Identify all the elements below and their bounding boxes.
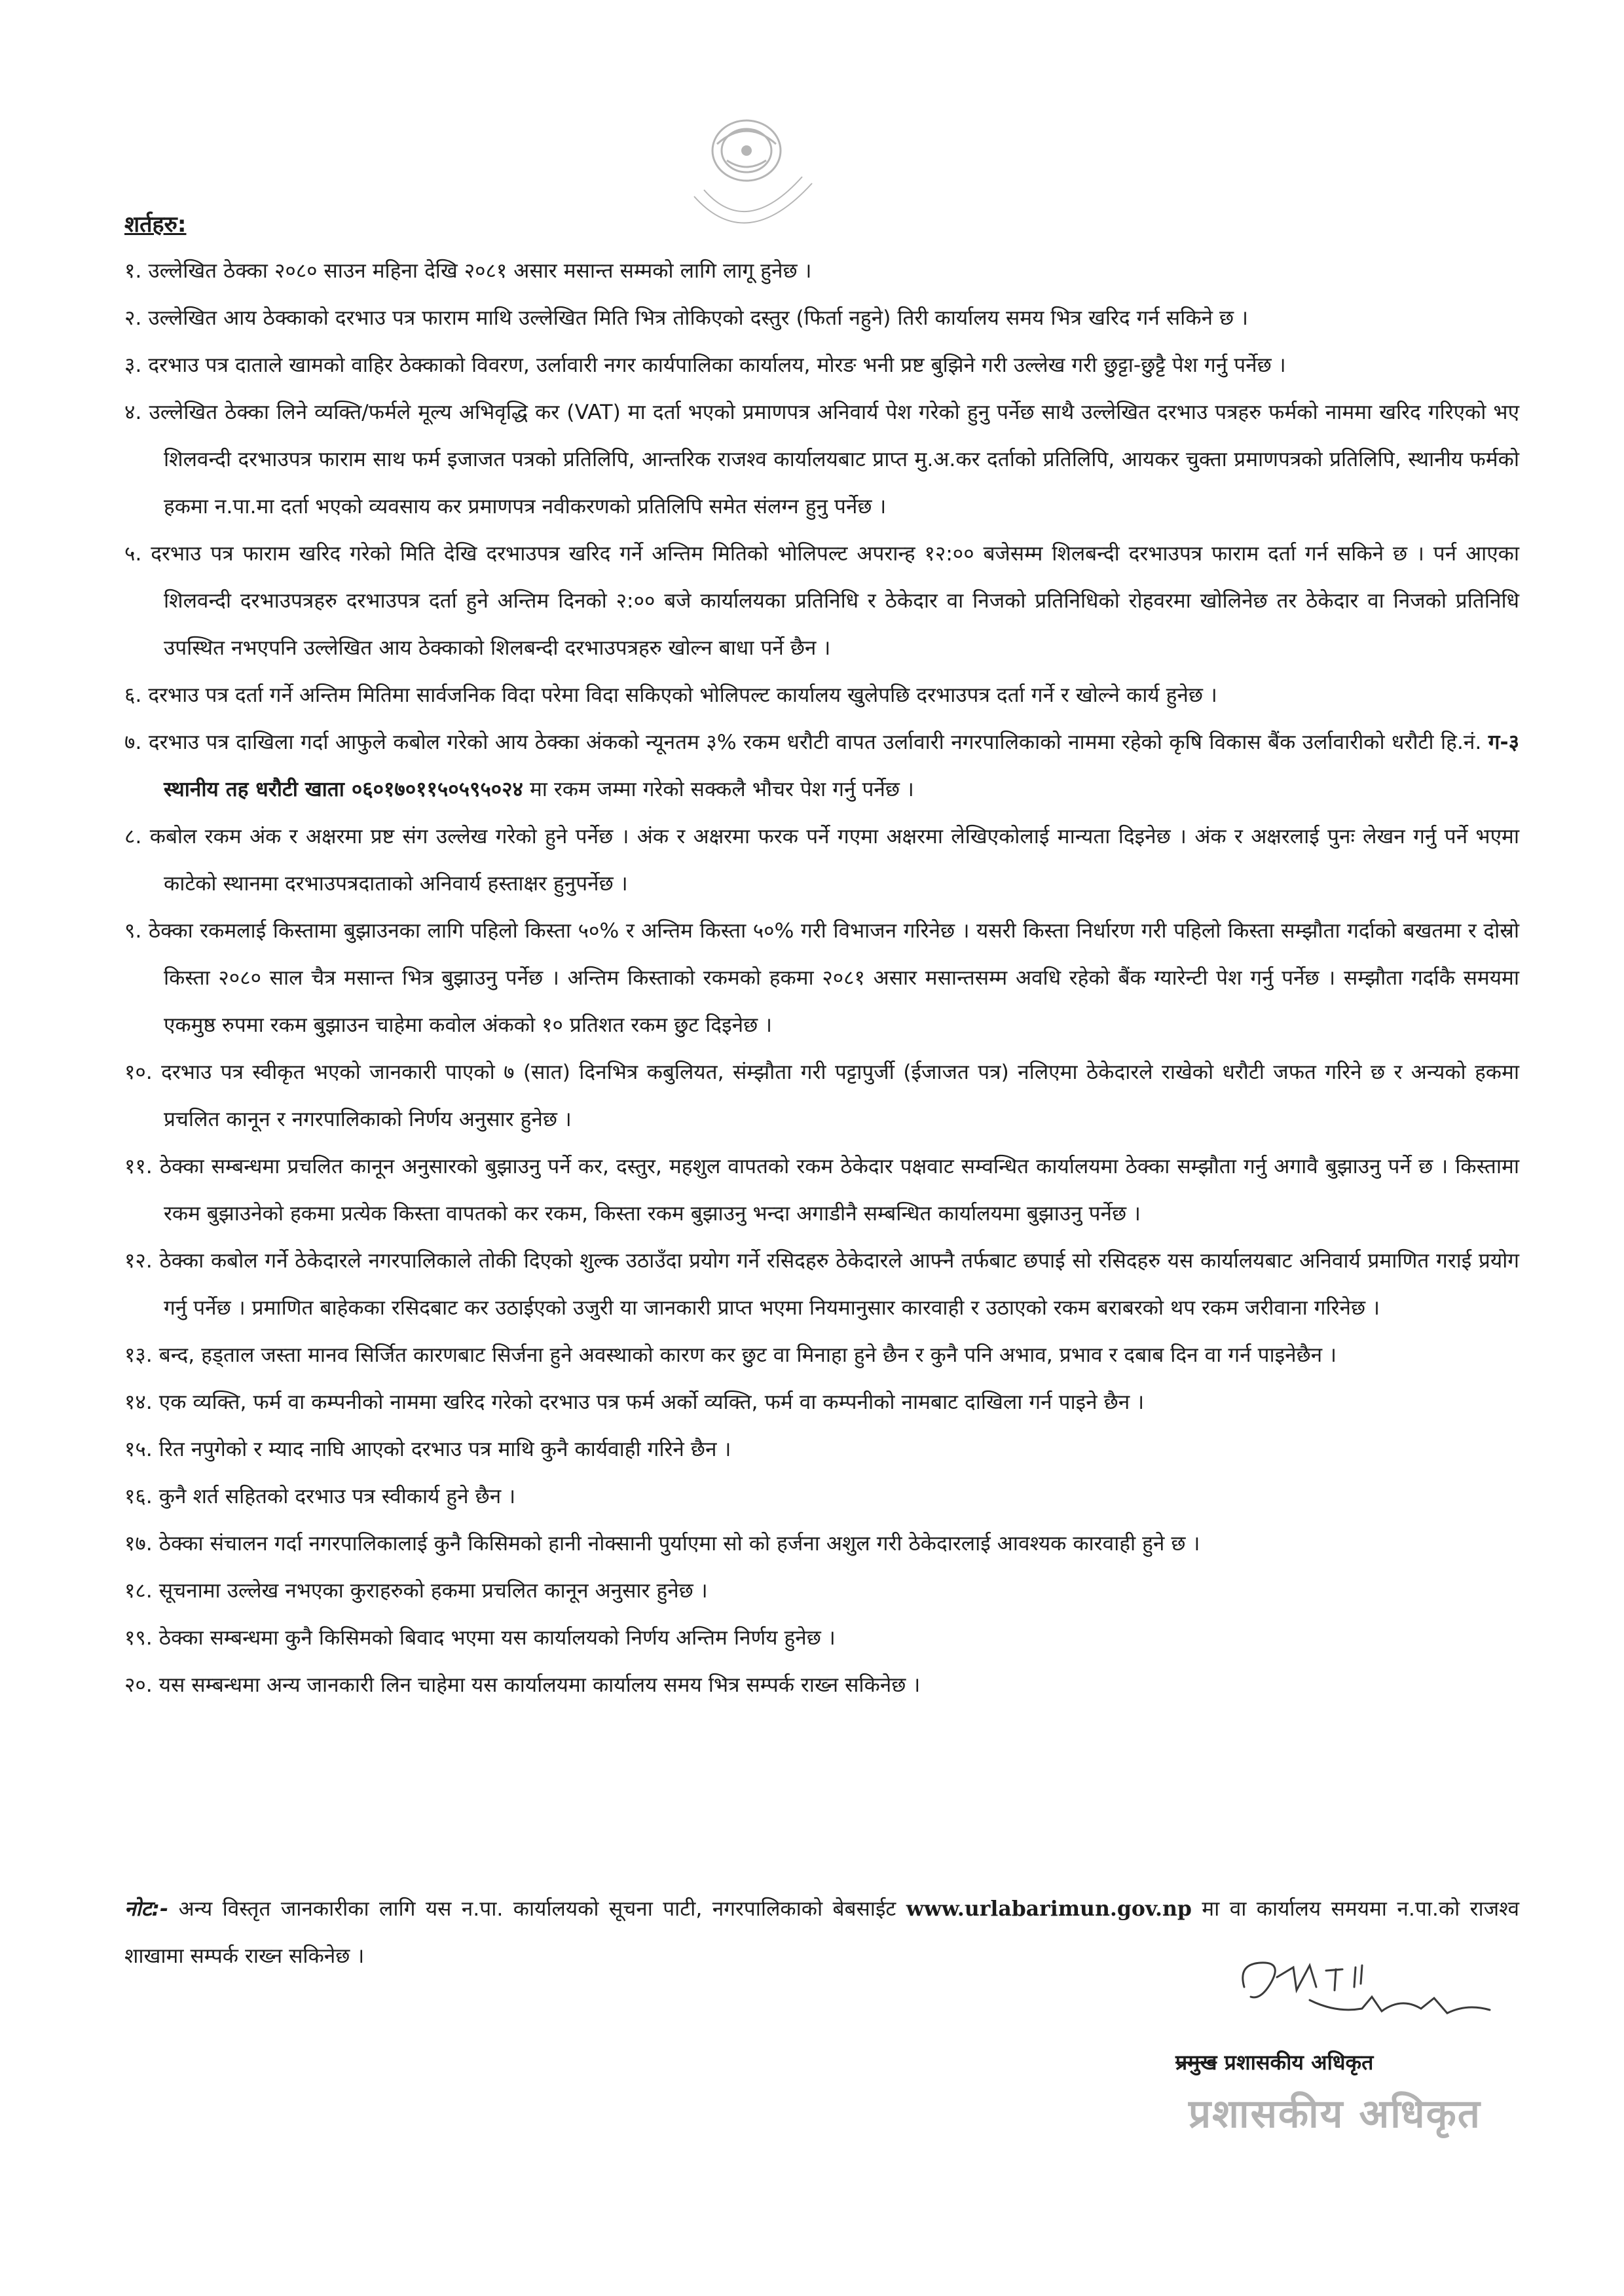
term-item: १८. सूचनामा उल्लेख नभएका कुराहरुको हकमा प्रचलित कानून अनुसार हुनेछ । (124, 1579, 708, 1603)
municipality-seal-stamp (648, 105, 845, 255)
officer-title-text: प्रशासकीय अधिकृत (1217, 2050, 1374, 2075)
term-item: ४. उल्लेखित ठेक्का लिने व्यक्ति/फर्मले मूल्य अभिवृद्धि कर (VAT) मा दर्ता भएको प्रमाणपत्र अनिवार्य पेश गरेको हुनु पर्नेछ साथै उल्लेखित दरभाउ पत्रहरु फर्मको नाममा खरिद गरिएको भए शिलवन्दी दरभाउपत्र फाराम साथ फर्म इजाजत पत्रको प्रतिलिपि, आन्तरिक राजश्व कार्यालयबाट प्राप्त मु.अ.कर दर्ताको प्रतिलिपि, आयकर चुक्ता प्रमाणपत्रको प्रतिलिपि, स्थानीय फर्मको हकमा न.पा.मा दर्ता भएको व्यवसाय कर प्रमाणपत्र नवीकरणको प्रतिलिपि समेत संलग्न हुनु पर्नेछ । (124, 401, 1519, 519)
term-item: १०. दरभाउ पत्र स्वीकृत भएको जानकारी पाएको ७ (सात) दिनभित्र कबुलियत, संम्झौता गरी पट्टापुर्जी (ईजाजत पत्र) नलिएमा ठेकेदारले राखेको धरौटी जफत गरिने छ र अन्यको हकमा प्रचलित कानून र नगरपालिकाको निर्णय अनुसार हुनेछ । (124, 1061, 1519, 1131)
term-item: ५. दरभाउ पत्र फाराम खरिद गरेको मिति देखि दरभाउपत्र खरिद गर्ने अन्तिम मितिको भोलिपल्ट अपरान्ह १२:०० बजेसम्म शिलबन्दी दरभाउपत्र फाराम दर्ता गर्न सकिने छ । पर्न आएका शिलवन्दी दरभाउपत्रहरु दरभाउपत्र दर्ता हुने अन्तिम दिनको २:०० बजे कार्यालयका प्रतिनिधि र ठेकेदार वा निजको प्रतिनिधिको रोहवरमा खोलिनेछ तर ठेकेदार वा निजको प्रतिनिधि उपस्थित नभएपनि उल्लेखित आय ठेक्काको शिलबन्दी दरभाउपत्रहरु खोल्न बाधा पर्ने छैन । (124, 542, 1519, 660)
term-item: १४. एक व्यक्ति, फर्म वा कम्पनीको नाममा खरिद गरेको दरभाउ पत्र फर्म अर्को व्यक्ति, फर्म वा कम्पनीको नामबाट दाखिला गर्न पाइने छैन । (124, 1391, 1145, 1414)
term-item: ११. ठेक्का सम्बन्धमा प्रचलित कानून अनुसारको बुझाउनु पर्ने कर, दस्तुर, महशुल वापतको रकम ठेकेदार पक्षवाट सम्वन्धित कार्यालयमा ठेक्का सम्झौता गर्नु अगावै बुझाउनु पर्ने छ । किस्तामा रकम बुझाउनेको हकमा प्रत्येक किस्ता वापतको कर रकम, किस्ता रकम बुझाउनु भन्दा अगाडीनै सम्बन्धित कार्यालयमा बुझाउनु पर्नेछ । (124, 1155, 1519, 1226)
officer-signature (1231, 1951, 1506, 2030)
term-item: ८. कबोल रकम अंक र अक्षरमा प्रष्ट संग उल्लेख गरेको हुने पर्नेछ । अंक र अक्षरमा फरक पर्ने गएमा अक्षरमा लेखिएकोलाई मान्यता दिइनेछ । अंक र अक्षरलाई पुनः लेखन गर्नु पर्ने भएमा काटेको स्थानमा दरभाउपत्रदाताको अनिवार्य हस्ताक्षर हुनुपर्नेछ । (124, 825, 1519, 896)
deposit-account-number: ग-३ स्थानीय तह धरौटी खाता ०६०१७०११५०५९५०२४ (164, 731, 1519, 801)
term-item: १५. रित नपुगेको र म्याद नाघि आएको दरभाउ पत्र माथि कुनै कार्यवाही गरिने छैन । (124, 1438, 731, 1461)
term-item: २०. यस सम्बन्धमा अन्य जानकारी लिन चाहेमा यस कार्यालयमा कार्यालय समय भित्र सम्पर्क राख्न सकिनेछ । (124, 1673, 921, 1697)
term-text: ७. दरभाउ पत्र दाखिला गर्दा आफुले कबोल गरेको आय ठेक्का अंकको न्यूनतम ३% रकम धरौटी वापत उर्लावारी नगरपालिकाको नाममा रहेको कृषि विकास बैंक उर्लावारीको धरौटी हि.नं. (124, 731, 1488, 754)
term-item: १३. बन्द, हड्ताल जस्ता मानव सिर्जित कारणबाट सिर्जना हुने अवस्थाको कारण कर छुट वा मिनाहा हुने छैन र कुनै पनि अभाव, प्रभाव र दबाब दिन वा गर्न पाइनेछैन । (124, 1343, 1337, 1367)
term-item: १९. ठेक्का सम्बन्धमा कुनै किसिमको बिवाद भएमा यस कार्यालयको निर्णय अन्तिम निर्णय हुनेछ । (124, 1626, 836, 1650)
note-label: नोट:- (124, 1897, 169, 1921)
terms-list (124, 247, 1519, 1709)
term-item: २. उल्लेखित आय ठेक्काको दरभाउ पत्र फाराम माथि उल्लेखित मिति भित्र तोकिएको दस्तुर (फिर्ता नहुने) तिरी कार्यालय समय भित्र खरिद गर्न सकिने छ । (124, 306, 1249, 330)
struck-word: प्रमुख (1175, 2050, 1217, 2075)
term-item: १७. ठेक्का संचालन गर्दा नगरपालिकालाई कुनै किसिमको हानी नोक्सानी पुर्याएमा सो को हर्जना अशुल गरी ठेकेदारलाई आवश्यक कारवाही हुने छ । (124, 1532, 1200, 1556)
term-item: ९. ठेक्का रकमलाई किस्तामा बुझाउनका लागि पहिलो किस्ता ५०% र अन्तिम किस्ता ५०% गरी विभाजन गरिनेछ । यसरी किस्ता निर्धारण गरी पहिलो किस्ता सम्झौता गर्दाको बखतमा र दोस्रो किस्ता २०८० साल चैत्र मसान्त भित्र बुझाउनु पर्नेछ । अन्तिम किस्ताको रकमको हकमा २०८१ असार मसान्तसम्म अवधि रहेको बैंक ग्यारेन्टी पेश गर्नु पर्नेछ । सम्झौता गर्दाकै समयमा एकमुष्ठ रुपमा रकम बुझाउन चाहेमा कवोल अंकको १० प्रतिशत रकम छुट दिइनेछ । (124, 919, 1519, 1037)
officer-rubber-stamp: प्रशासकीय अधिकृत (1189, 2091, 1481, 2137)
term-item: १. उल्लेखित ठेक्का २०८० साउन महिना देखि २०८१ असार मसान्त सम्मको लागि लागू हुनेछ । (124, 259, 812, 283)
term-item: १२. ठेक्का कबोल गर्ने ठेकेदारले नगरपालिकाले तोकी दिएको शुल्क उठाउँदा प्रयोग गर्ने रसिदहरु ठेकेदारले आफ्नै तर्फबाट छपाई सो रसिदहरु यस कार्यालयबाट अनिवार्य प्रमाणित गराई प्रयोग गर्नु पर्नेछ । प्रमाणित बाहेकका रसिदबाट कर उठाईएको उजुरी या जानकारी प्राप्त भएमा नियमानुसार कारवाही र उठाएको रकम बराबरको थप रकम जरीवाना गरिनेछ । (124, 1249, 1519, 1320)
officer-title (1175, 2048, 1373, 2076)
term-item-deposit-account (124, 719, 1519, 813)
note-text: अन्य विस्तृत जानकारीका लागि यस न.पा. कार्यालयको सूचना पाटी, नगरपालिकाको बेबसाईट (168, 1897, 906, 1921)
term-item: ३. दरभाउ पत्र दाताले खामको वाहिर ठेक्काको विवरण, उर्लावारी नगर कार्यपालिका कार्यालय, मोरङ भनी प्रष्ट बुझिने गरी उल्लेख गरी छुट्टा-छुट्टै पेश गर्नु पर्नेछ । (124, 354, 1286, 377)
term-item: ६. दरभाउ पत्र दर्ता गर्ने अन्तिम मितिमा सार्वजनिक विदा परेमा विदा सकिएको भोलिपल्ट कार्यालय खुलेपछि दरभाउपत्र दर्ता गर्ने र खोल्ने कार्य हुनेछ । (124, 683, 1217, 707)
website-link[interactable]: www.urlabarimun.gov.np (906, 1897, 1192, 1921)
term-text: मा रकम जम्मा गरेको सक्कलै भौचर पेश गर्नु पर्नेछ । (523, 778, 914, 801)
term-item: १६. कुनै शर्त सहितको दरभाउ पत्र स्वीकार्य हुने छैन । (124, 1485, 516, 1508)
note-text: मा वा कार्यालय समयमा न.पा.को राजश्व शाखामा सम्पर्क राख्न सकिनेछ । (124, 1897, 1519, 1968)
terms-heading: शर्तहरु: (124, 211, 187, 238)
